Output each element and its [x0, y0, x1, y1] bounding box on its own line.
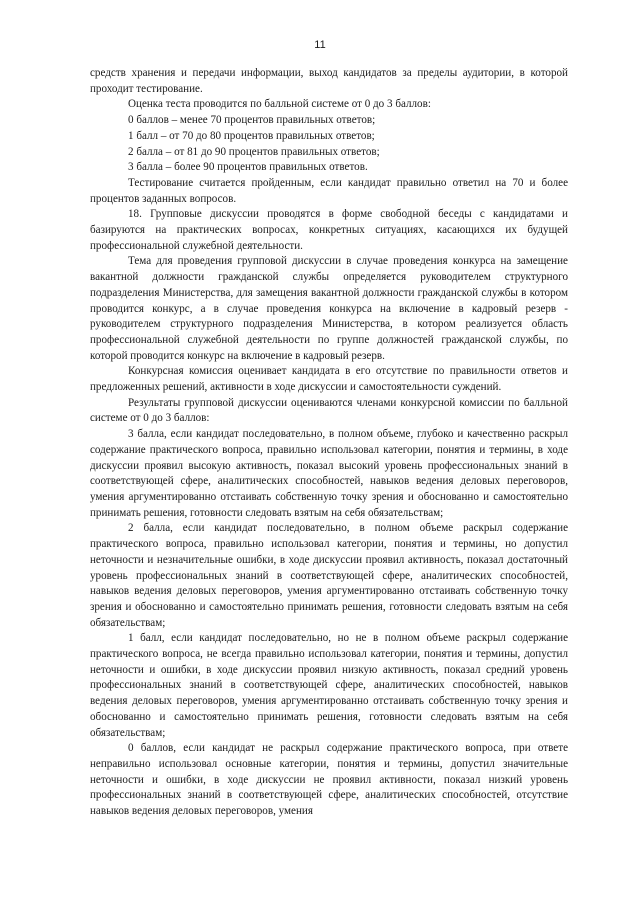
paragraph-section-18: 18. Групповые дискуссии проводятся в форме свободной беседы с кандидатами и базируются на практических вопросах, конкретных ситуациях, касающихся их будущей профессиональной служебной деятельности. — [90, 208, 568, 252]
paragraph-discussion-score-1: 1 балл, если кандидат последовательно, но не в полном объеме раскрыл содержание практического вопроса, не всегда правильно использовал категории, понятия и термины, допустил неточности и ошибки, в ходе дискуссии проявил низкую активность, показал средний уровень профессиональных знаний в соответствующей сфере, аналитических способностей, навыков ведения деловых переговоров, умения аргументированно отстаивать собственную точку зрения и обоснованно и самостоятельно принимать решения, готовности следовать взятым на себя обязательствам; — [90, 632, 568, 739]
paragraph-discussion-scoring-intro: Результаты групповой дискуссии оцениваются членами конкурсной комиссии по балльной системе от 0 до 3 баллов: — [90, 396, 568, 425]
page-number: 11 — [314, 39, 326, 51]
paragraph-discussion-topic: Тема для проведения групповой дискуссии в случае проведения конкурса на замещение вакантной должности гражданской службы определяется руководителем структурного подразделения Министерства, для замещения вакантной должности гражданской службы в котором проводится конкурс, а в случае проведения конкурса на включение в кадровый резерв - руководителем структурного подразделения Министерства, в котором реализуется область профессиональной служебной деятельности по группе должностей гражданской службы, по которой проводится конкурс на включение в кадровый резерв. — [90, 255, 568, 362]
paragraph-discussion-score-3: 3 балла, если кандидат последовательно, в полном объеме, глубоко и качественно раскрыл содержание практического вопроса, правильно использовал категории, понятия и термины, в ходе дискуссии проявил высокую активность, показал высокий уровень профессиональных знаний в соответствующей сфере, аналитических способностей, навыков ведения деловых переговоров, умения аргументированно отстаивать собственную точку зрения и обоснованно и самостоятельно принимать решения, готовности следовать взятым на себя обязательствам; — [90, 428, 568, 519]
list-item-score-0: 0 баллов – менее 70 процентов правильных ответов; — [128, 114, 376, 127]
document-body — [90, 66, 568, 820]
list-item-score-2: 2 балла – от 81 до 90 процентов правильных ответов; — [128, 145, 380, 158]
paragraph-test-passed: Тестирование считается пройденным, если кандидат правильно ответил на 70 и более процентов заданных вопросов. — [90, 176, 568, 205]
paragraph-discussion-score-2: 2 балла, если кандидат последовательно, в полном объеме раскрыл содержание практического вопроса, правильно использовал категории, понятия и термины, но допустил неточности и незначительные ошибки, в ходе дискуссии проявил активность, показал достаточный уровень профессиональных знаний в соответствующей сфере, аналитических способностей, навыков ведения деловых переговоров, умения аргументированно отстаивать собственную точку зрения и обоснованно и самостоятельно принимать решения, готовности следовать взятым на себя обязательствам; — [90, 522, 568, 629]
paragraph-discussion-score-0: 0 баллов, если кандидат не раскрыл содержание практического вопроса, при ответе неправильно использовал основные категории, понятия и термины, допустил значительные неточности и ошибки, в ходе дискуссии не проявил активности, показал низкий уровень профессиональных знаний в соответствующей сфере, аналитических способностей, отсутствие навыков ведения деловых переговоров, умения — [90, 742, 568, 818]
paragraph-commission-evaluation: Конкурсная комиссия оценивает кандидата в его отсутствие по правильности ответов и предложенных решений, активности в ходе дискуссии и самостоятельности суждений. — [90, 365, 568, 394]
list-item-score-1: 1 балл – от 70 до 80 процентов правильных ответов; — [128, 129, 375, 142]
paragraph-test-scoring-intro: Оценка теста проводится по балльной системе от 0 до 3 баллов: — [128, 98, 431, 111]
paragraph-continuation: средств хранения и передачи информации, выход кандидатов за пределы аудитории, в которой проходит тестирование. — [90, 67, 568, 95]
list-item-score-3: 3 балла – более 90 процентов правильных ответов. — [128, 161, 368, 174]
